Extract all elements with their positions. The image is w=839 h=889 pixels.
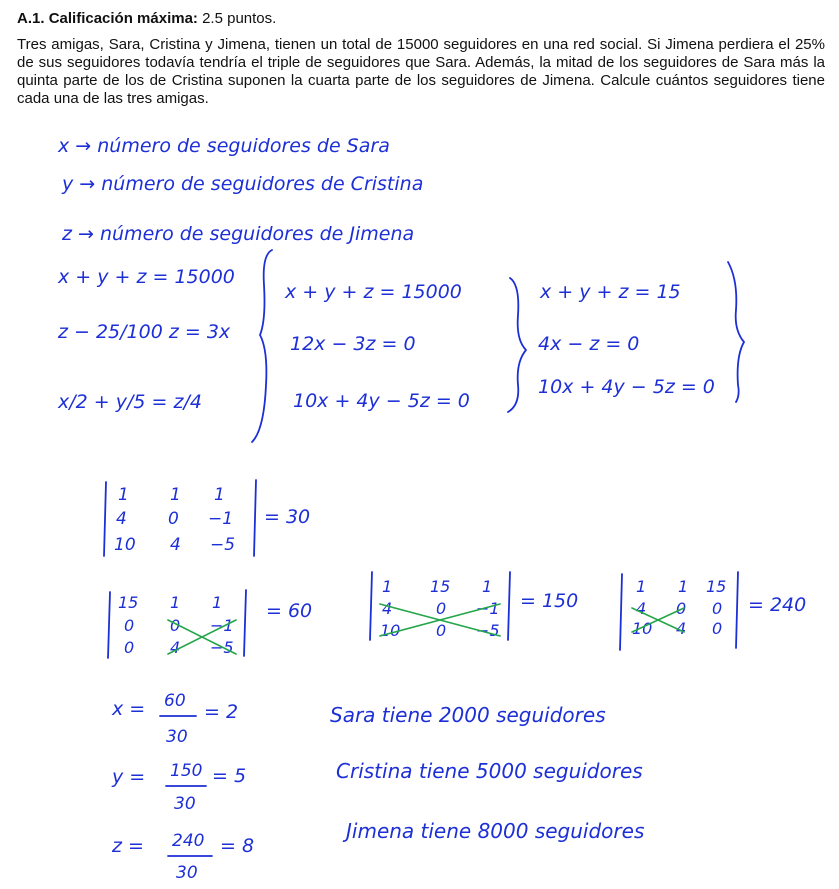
question-points: 2.5 puntos. xyxy=(202,10,277,27)
definition-x: x → número de seguidores de Sara xyxy=(58,135,390,157)
det-y-cell: 1 xyxy=(482,577,493,596)
det-z-cell: 0 xyxy=(712,619,723,638)
det-main-cell: 1 xyxy=(118,485,129,505)
result-y-var: y = xyxy=(112,766,146,788)
det-y-cell: 10 xyxy=(380,621,401,640)
det-z-cell: 15 xyxy=(706,577,727,596)
result-y-val: = 5 xyxy=(212,765,247,787)
det-x-cell: 15 xyxy=(118,593,139,612)
det-z-cell: 10 xyxy=(632,619,653,638)
answer-cristina: Cristina tiene 5000 seguidores xyxy=(336,759,643,783)
system2-eq2: 12x − 3z = 0 xyxy=(290,333,416,355)
det-main-result: = 30 xyxy=(264,506,311,528)
det-y-right-bar xyxy=(508,572,510,640)
result-z-num: 240 xyxy=(172,831,205,851)
system1-eq3: x/2 + y/5 = z/4 xyxy=(58,391,202,413)
det-z-cell: 4 xyxy=(676,619,687,638)
det-x-cell: 1 xyxy=(170,593,181,612)
det-main-cell: 4 xyxy=(116,509,127,529)
det-main-right-bar xyxy=(254,480,256,556)
det-x-cell: 0 xyxy=(124,638,135,657)
result-x-den: 30 xyxy=(166,727,188,747)
system2-eq1: x + y + z = 15000 xyxy=(285,281,462,303)
det-main-cell: 1 xyxy=(170,485,181,505)
det-main-cell: 0 xyxy=(168,509,179,529)
det-main-cell: −1 xyxy=(208,509,234,529)
det-x-cell: 4 xyxy=(170,638,181,657)
result-z-var: z = xyxy=(112,835,144,857)
answer-jimena: Jimena tiene 8000 seguidores xyxy=(346,819,645,843)
question-statement: Tres amigas, Sara, Cristina y Jimena, tienen un total de 15000 seguidores en una red social. Si Jimena perdiera el 25% de sus seguidores todavía tendría el triple de seguidores que Sara. Además, la mitad de los seguidores de Sara más la quinta parte de los de Cristina suponen la cuarta parte de los seguidores de Jimena. Calcule cuántos seguidores tiene cada una de las tres amigas. xyxy=(17,36,825,107)
det-z-right-bar xyxy=(736,572,738,648)
det-z-left-bar xyxy=(620,574,622,650)
det-y-cell: −5 xyxy=(476,621,500,640)
system1-eq1: x + y + z = 15000 xyxy=(58,266,235,288)
det-z-result: = 240 xyxy=(748,594,807,616)
definition-y: y → número de seguidores de Cristina xyxy=(62,173,424,195)
system3-right-brace xyxy=(728,262,744,402)
result-z-den: 30 xyxy=(176,863,198,883)
result-x-val: = 2 xyxy=(204,701,239,723)
answer-sara: Sara tiene 2000 seguidores xyxy=(330,703,606,727)
result-y-num: 150 xyxy=(170,761,203,781)
det-main-cell: 10 xyxy=(114,535,136,555)
result-z-val: = 8 xyxy=(220,835,255,857)
result-y-den: 30 xyxy=(174,794,196,814)
det-y-cell: −1 xyxy=(476,599,500,618)
det-z-cell: 4 xyxy=(636,599,647,618)
det-z-cell: 1 xyxy=(678,577,689,596)
definition-z: z → número de seguidores de Jimena xyxy=(62,223,415,245)
det-y-cell: 1 xyxy=(382,577,393,596)
det-x-left-bar xyxy=(108,592,110,658)
system2-left-brace xyxy=(252,250,272,442)
det-x-cell: 0 xyxy=(170,616,181,635)
det-x-cell: −1 xyxy=(210,616,234,635)
det-y-left-bar xyxy=(370,572,372,640)
det-x-cell: −5 xyxy=(210,638,234,657)
det-x-cell: 1 xyxy=(212,593,223,612)
result-x-num: 60 xyxy=(164,691,186,711)
det-x-cell: 0 xyxy=(124,616,135,635)
det-z-cell: 0 xyxy=(676,599,687,618)
det-x-result: = 60 xyxy=(266,600,313,622)
system3-eq1: x + y + z = 15 xyxy=(540,281,681,303)
det-z-cell: 0 xyxy=(712,599,723,618)
det-main-cell: 4 xyxy=(170,535,181,555)
det-main-left-bar xyxy=(104,482,106,556)
system3-eq3: 10x + 4y − 5z = 0 xyxy=(538,376,715,398)
result-x-var: x = xyxy=(112,698,146,720)
det-y-cell: 4 xyxy=(382,599,393,618)
system2-eq3: 10x + 4y − 5z = 0 xyxy=(293,390,470,412)
question-number: A.1. xyxy=(17,10,45,27)
det-z-cell: 1 xyxy=(636,577,647,596)
det-y-cell: 0 xyxy=(436,621,447,640)
det-main-cell: −5 xyxy=(210,535,236,555)
system2-right-brace xyxy=(508,278,526,412)
det-y-cell: 15 xyxy=(430,577,451,596)
det-y-result: = 150 xyxy=(520,590,579,612)
det-y-cell: 0 xyxy=(436,599,447,618)
question-max-score-label: Calificación máxima: xyxy=(48,10,198,27)
system3-eq2: 4x − z = 0 xyxy=(538,333,640,355)
det-x-right-bar xyxy=(244,590,246,656)
det-main-cell: 1 xyxy=(214,485,225,505)
system1-eq2: z − 25/100 z = 3x xyxy=(58,321,231,343)
